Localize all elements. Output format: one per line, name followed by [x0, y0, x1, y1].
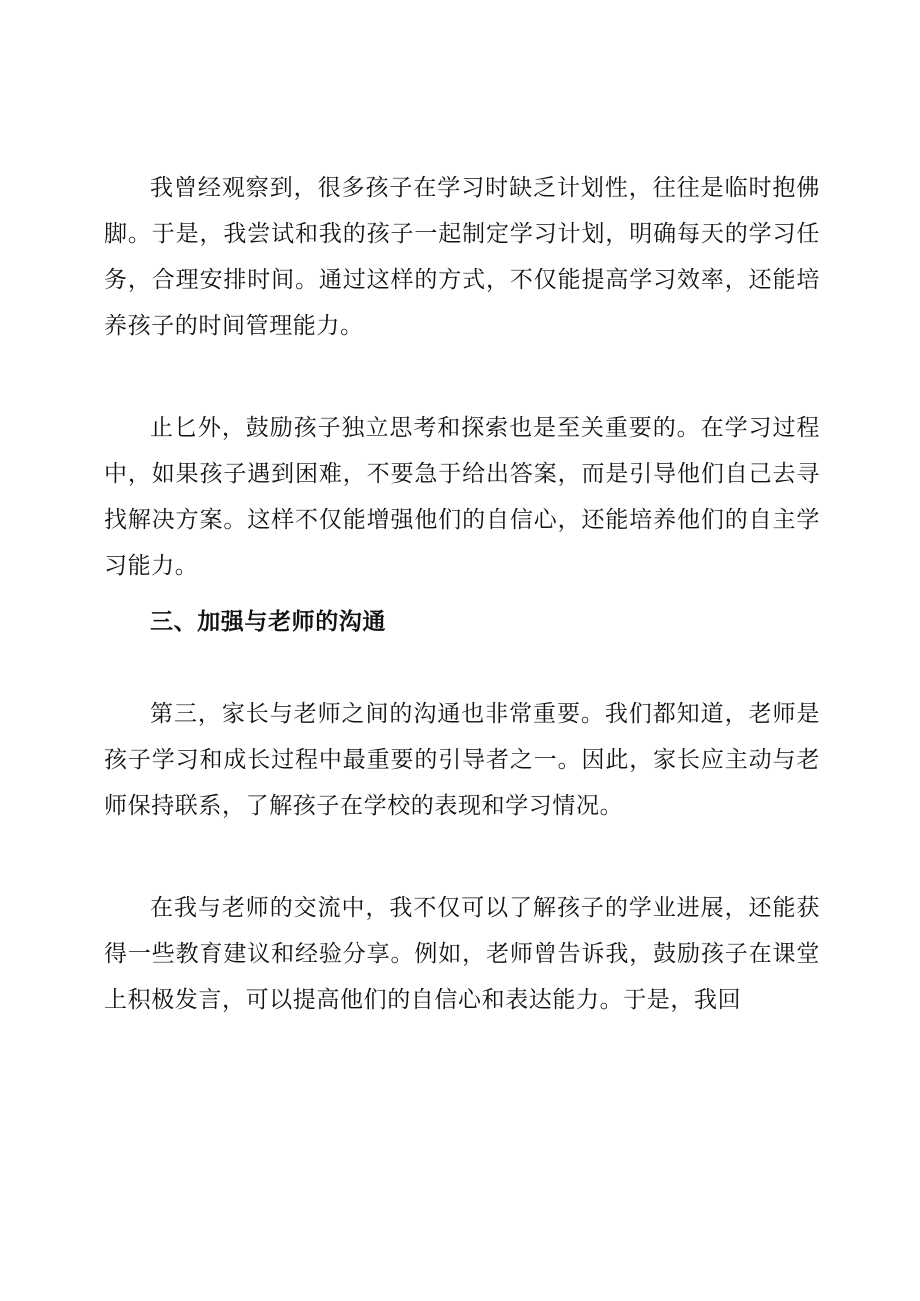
paragraph-study-plan: 我曾经观察到，很多孩子在学习时缺乏计划性，往往是临时抱佛脚。于是，我尝试和我的孩子一起制定学习计划，明确每天的学习任务，合理安排时间。通过这样的方式，不仅能提高学习效率，还能培养孩子的时间管理能力。: [104, 175, 820, 339]
paragraph-independent-thinking: 止匕外，鼓励孩子独立思考和探索也是至关重要的。在学习过程中，如果孩子遇到困难，不要急于给出答案，而是引导他们自己去寻找解决方案。这样不仅能增强他们的自信心，还能培养他们的自主学习能力。: [104, 415, 820, 579]
section-heading: 三、加强与老师的沟通: [150, 609, 386, 635]
paragraph-teacher-exchange: 在我与老师的交流中，我不仅可以了解孩子的学业进展，还能获得一些教育建议和经验分享。例如，老师曾告诉我，鼓励孩子在课堂上积极发言，可以提高他们的自信心和表达能力。于是，我回: [104, 895, 820, 1013]
paragraph-teacher-communication: 第三，家长与老师之间的沟通也非常重要。我们都知道，老师是孩子学习和成长过程中最重要的引导者之一。因此，家长应主动与老师保持联系，了解孩子在学校的表现和学习情况。: [104, 701, 820, 819]
